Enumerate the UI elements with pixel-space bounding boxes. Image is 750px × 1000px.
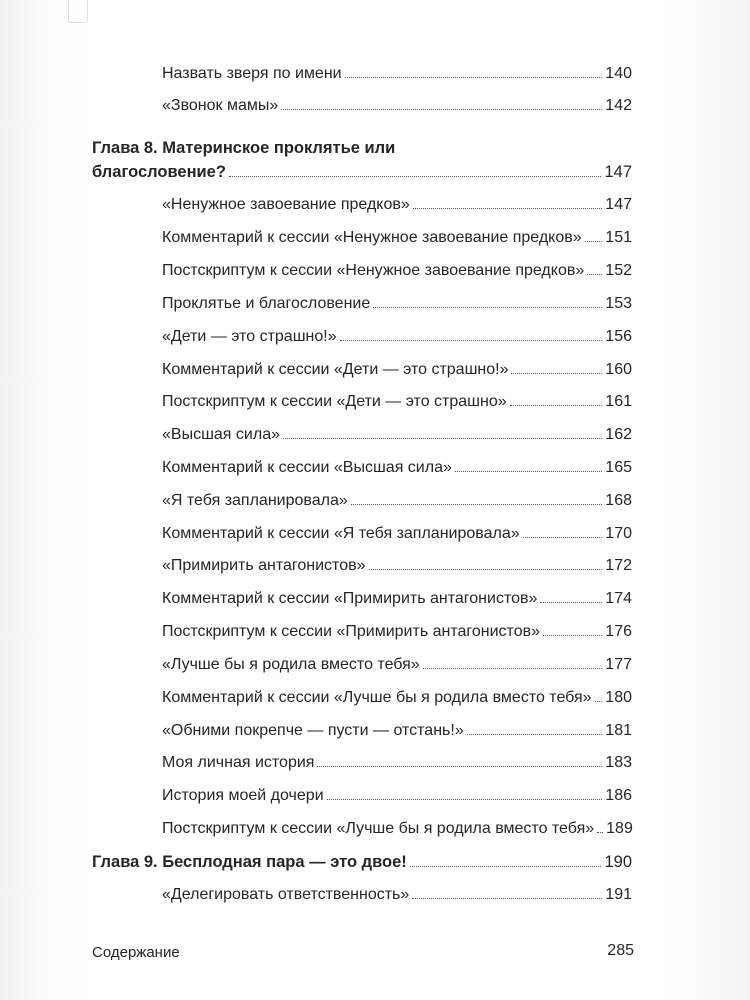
chapter-9-title: Глава 9. Бесплодная пара — это двое! xyxy=(92,853,407,871)
toc-entry[interactable] xyxy=(162,655,632,675)
toc-entry-page: 142 xyxy=(605,97,632,114)
dot-leader xyxy=(455,471,602,472)
toc-entry-title: Комментарий к сессии «Высшая сила» xyxy=(162,459,452,476)
toc-entry-title: Комментарий к сессии «Лучше бы я родила вместо тебя» xyxy=(162,689,592,706)
chapter-8-title-line1[interactable]: Глава 8. Материнское проклятье или xyxy=(92,139,396,157)
toc-entry-title: Комментарий к сессии «Ненужное завоевание предков» xyxy=(162,229,582,246)
toc-entry[interactable] xyxy=(162,360,632,380)
toc-entry-title: Назвать зверя по имени xyxy=(162,65,342,82)
dot-leader xyxy=(281,109,602,110)
toc-entry-page: 156 xyxy=(605,328,632,345)
toc-entry[interactable] xyxy=(162,392,632,412)
toc-entry-title: Постскриптум к сессии «Ненужное завоевание предков» xyxy=(162,262,585,279)
toc-entry[interactable] xyxy=(162,622,632,642)
dot-leader xyxy=(413,208,603,209)
dot-leader xyxy=(340,340,603,341)
toc-entry-page: 161 xyxy=(605,393,632,410)
toc-entry[interactable] xyxy=(162,458,632,478)
toc-entry-title: «Обними покрепче — пусти — отстань!» xyxy=(162,722,464,739)
toc-entry-title: «Ненужное завоевание предков» xyxy=(162,196,410,213)
toc-entry[interactable] xyxy=(162,228,632,248)
toc-entry[interactable] xyxy=(162,327,632,347)
toc-entry-page: 168 xyxy=(605,492,632,509)
dot-leader xyxy=(369,569,603,570)
dot-leader xyxy=(595,701,603,702)
dot-leader xyxy=(597,832,603,833)
dot-leader xyxy=(373,307,602,308)
toc-entry-title: «Звонок мамы» xyxy=(162,97,279,114)
toc-entry-title: Проклятье и благословение xyxy=(162,295,371,312)
toc-entry-page: 181 xyxy=(605,722,632,739)
toc-entry-page: 147 xyxy=(605,196,632,213)
page-edge-mark xyxy=(68,0,88,23)
chapter-9-heading[interactable] xyxy=(92,852,632,872)
dot-leader xyxy=(327,799,603,800)
chapter-8-title-line2: благословение? xyxy=(92,163,226,181)
dot-leader xyxy=(351,504,603,505)
toc-entry-page: 183 xyxy=(605,754,632,771)
toc-entry-page: 172 xyxy=(605,557,632,574)
toc-entry-title: Комментарий к сессии «Дети — это страшно!» xyxy=(162,361,509,378)
toc-entry-title: «Лучше бы я родила вместо тебя» xyxy=(162,656,420,673)
toc-entry-page: 174 xyxy=(605,590,632,607)
toc-entry[interactable] xyxy=(162,64,632,84)
dot-leader xyxy=(345,77,603,78)
dot-leader xyxy=(317,766,602,767)
toc-entry[interactable] xyxy=(162,425,632,445)
dot-leader xyxy=(283,438,602,439)
toc-entry-page: 151 xyxy=(605,229,632,246)
toc-entry-title: История моей дочери xyxy=(162,787,324,804)
toc-entry-title: Комментарий к сессии «Я тебя запланировала» xyxy=(162,525,520,542)
dot-leader xyxy=(540,602,602,603)
toc-entry-title: «Делегировать ответственность» xyxy=(162,886,410,903)
toc-entry[interactable] xyxy=(162,589,632,609)
page-number: 285 xyxy=(607,942,634,959)
toc-entry[interactable] xyxy=(162,721,632,741)
toc-entry[interactable] xyxy=(162,819,632,839)
toc-entry[interactable] xyxy=(162,556,632,576)
toc-entry-title: «Примирить антагонистов» xyxy=(162,557,366,574)
toc-entry[interactable] xyxy=(162,524,632,544)
running-footer-section: Содержание xyxy=(92,944,180,961)
toc-entry-title: Постскриптум к сессии «Дети — это страшно» xyxy=(162,393,507,410)
dot-leader xyxy=(587,274,602,275)
toc-entry[interactable] xyxy=(162,294,632,314)
toc-entry[interactable] xyxy=(162,491,632,511)
toc-entry-page: 140 xyxy=(605,65,632,82)
dot-leader xyxy=(423,668,603,669)
dot-leader xyxy=(467,734,603,735)
toc-entry[interactable] xyxy=(162,261,632,281)
dot-leader xyxy=(523,537,603,538)
toc-entry[interactable] xyxy=(162,786,632,806)
toc-entry-page: 177 xyxy=(605,656,632,673)
toc-entry-title: Постскриптум к сессии «Примирить антагонистов» xyxy=(162,623,540,640)
toc-entry[interactable] xyxy=(162,688,632,708)
toc-entry[interactable] xyxy=(162,753,632,773)
toc-entry-title: Комментарий к сессии «Примирить антагонистов» xyxy=(162,590,538,607)
dot-leader xyxy=(510,405,603,406)
dot-leader xyxy=(511,373,602,374)
toc-entry-title: Постскриптум к сессии «Лучше бы я родила вместо тебя» xyxy=(162,820,595,837)
dot-leader xyxy=(229,176,602,177)
toc-entry-page: 191 xyxy=(605,886,632,903)
toc-entry[interactable] xyxy=(162,195,632,215)
toc-entry-title: «Высшая сила» xyxy=(162,426,280,443)
chapter-8-page: 147 xyxy=(604,163,632,181)
toc-entry-page: 153 xyxy=(605,295,632,312)
toc-entry-title: «Дети — это страшно!» xyxy=(162,328,337,345)
toc-entry-page: 152 xyxy=(605,262,632,279)
toc-entry-title: Моя личная история xyxy=(162,754,315,771)
chapter-8-heading[interactable] xyxy=(92,162,632,182)
toc-entry-page: 165 xyxy=(605,459,632,476)
chapter-9-page: 190 xyxy=(604,853,632,871)
toc-entry[interactable] xyxy=(162,885,632,905)
toc-entry-page: 170 xyxy=(605,525,632,542)
dot-leader xyxy=(585,241,603,242)
toc-entry-page: 176 xyxy=(605,623,632,640)
toc-entry-page: 186 xyxy=(605,787,632,804)
toc-entry[interactable] xyxy=(162,96,632,116)
toc-entry-page: 189 xyxy=(606,820,633,837)
toc-entry-page: 180 xyxy=(605,689,632,706)
dot-leader xyxy=(412,898,602,899)
toc-entry-title: «Я тебя запланировала» xyxy=(162,492,348,509)
toc-entry-page: 162 xyxy=(605,426,632,443)
dot-leader xyxy=(543,635,602,636)
toc-entry-page: 160 xyxy=(605,361,632,378)
dot-leader xyxy=(410,866,602,867)
